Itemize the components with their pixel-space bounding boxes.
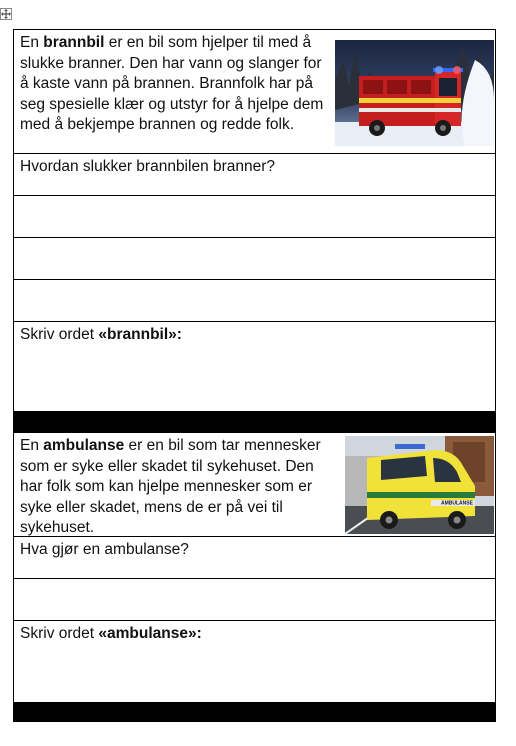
write-word-brannbil-row[interactable] [14, 322, 495, 412]
write-word-ambulanse-label: Skriv ordet «ambulanse»: [20, 625, 202, 642]
ambulance-question-row [14, 537, 495, 579]
answer-line-3[interactable] [14, 280, 495, 322]
answer-line-1[interactable] [14, 196, 495, 238]
keyword-brannbil: brannbil [43, 34, 105, 51]
fire-truck-intro-cell [14, 30, 495, 154]
ambulance-lettering: AMBULANSE [441, 500, 473, 507]
fire-truck-photo [335, 40, 494, 146]
answer-line-2[interactable] [14, 238, 495, 280]
section-divider [14, 412, 495, 433]
worksheet-table [13, 29, 496, 722]
fire-truck-intro-text: En brannbil er en bil som hjelper til med å slukke branner. Den har vann og slanger for å kaste vann på brannen. Brannfolk har på seg spesielle klær og utstyr for å hjelpe dem med å bekjempe brannen og redde folk. [20, 34, 324, 133]
move-handle-icon[interactable] [0, 8, 12, 20]
keyword-ambulanse: ambulanse [43, 437, 125, 454]
ambulance-intro-cell [14, 433, 495, 537]
section-footer-bar [14, 703, 495, 721]
write-word-ambulanse-row[interactable] [14, 621, 495, 703]
ambulance-photo [345, 436, 494, 534]
write-word-brannbil-label: Skriv ordet «brannbil»: [20, 326, 182, 343]
ambulance-intro-text: En ambulanse er en bil som tar mennesker som er syke eller skadet til sykehuset. Den har folk som kan hjelpe mennesker som er syke eller skadet, mens de er på vei til sykehuset. [20, 437, 321, 536]
ambulance-question: Hva gjør en ambulanse? [20, 541, 189, 558]
fire-truck-question: Hvordan slukker brannbilen branner? [20, 158, 276, 175]
fire-truck-question-row [14, 154, 495, 196]
answer-line-4[interactable] [14, 579, 495, 621]
